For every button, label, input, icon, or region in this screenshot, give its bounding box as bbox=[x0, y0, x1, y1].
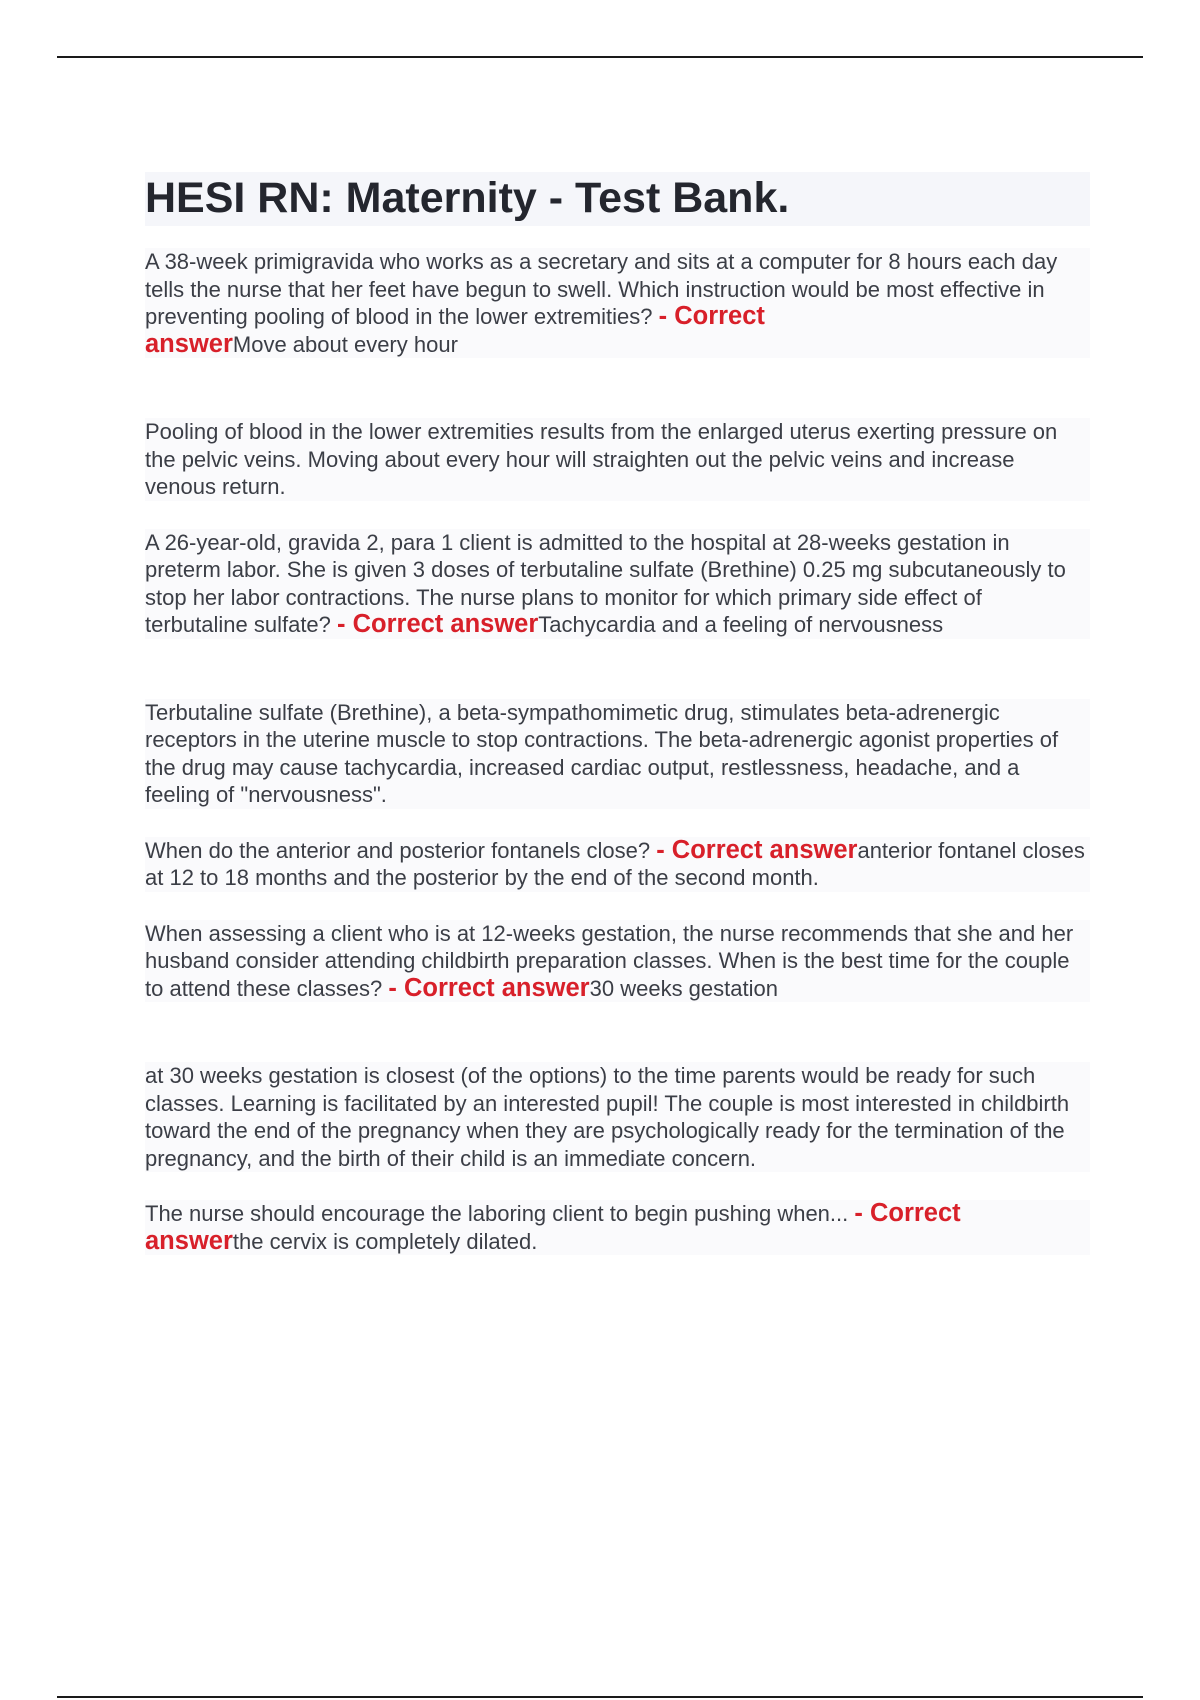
correct-answer-marker: - Correct answer bbox=[656, 835, 858, 864]
question-1 bbox=[145, 248, 1090, 358]
question-2 bbox=[145, 529, 1090, 639]
correct-answer-marker: - Correct bbox=[658, 302, 765, 330]
answer-text: Tachycardia and a feeling of nervousness bbox=[538, 612, 944, 637]
answer-text: 30 weeks gestation bbox=[589, 975, 778, 1001]
question-text: When assessing a client who is at 12-weeks gestation, the nurse recommends that she and her husband consider attending childbirth preparation classes. When is the best time for the couple to attend these classes? bbox=[145, 920, 1074, 1001]
correct-answer-marker-cont: answer bbox=[145, 1226, 233, 1255]
answer-text: Move about every hour bbox=[232, 331, 458, 357]
answer-text: anterior fontanel closes at 12 to 18 months and the posterior by the end of the second month. bbox=[145, 837, 1085, 890]
question-text: When do the anterior and posterior fontanels close? bbox=[145, 837, 657, 863]
answer-text: the cervix is completely dilated. bbox=[232, 1228, 538, 1254]
question-3 bbox=[145, 837, 1090, 892]
page-title: HESI RN: Maternity - Test Bank. bbox=[145, 172, 1090, 226]
rationale-2: Terbutaline sulfate (Brethine), a beta-sympathomimetic drug, stimulates beta-adrenergic receptors in the uterine muscle to stop contractions. The beta-adrenergic agonist properties of the drug may cause tachycardia, increased cardiac output, restlessness, headache, and a feeling of "nervousness". bbox=[145, 699, 1090, 809]
rationale-4: at 30 weeks gestation is closest (of the options) to the time parents would be ready for such classes. Learning is facilitated by an interested pupil! The couple is most interested in childbirth toward the end of the pregnancy when they are psychologically ready for the termination of the pregnancy, and the birth of their child is an immediate concern. bbox=[145, 1062, 1090, 1172]
question-text: A 26-year-old, gravida 2, para 1 client is admitted to the hospital at 28-weeks gestation in preterm labor. She is given 3 doses of terbutaline sulfate (Brethine) 0.25 mg subcutaneously to stop her labor contractions. The nurse plans to monitor for which primary side effect of terbutaline sulfate? bbox=[145, 529, 1066, 637]
question-text: The nurse should encourage the laboring client to begin pushing when... bbox=[145, 1201, 855, 1226]
correct-answer-marker: - Correct bbox=[854, 1199, 961, 1227]
question-5 bbox=[145, 1200, 1090, 1255]
rationale-1: Pooling of blood in the lower extremities results from the enlarged uterus exerting pressure on the pelvic veins. Moving about every hour will straighten out the pelvic veins and increase venous return. bbox=[145, 418, 1090, 501]
top-rule bbox=[57, 56, 1143, 58]
correct-answer-marker: - Correct answer bbox=[337, 610, 539, 638]
bottom-rule bbox=[57, 1696, 1143, 1698]
question-4 bbox=[145, 920, 1090, 1003]
document-body bbox=[145, 172, 1090, 1255]
correct-answer-marker-cont: answer bbox=[145, 329, 233, 358]
question-text: A 38-week primigravida who works as a secretary and sits at a computer for 8 hours each day tells the nurse that her feet have begun to swell. Which instruction would be most effective in preventing pooling of blood in the lower extremities? bbox=[145, 249, 1058, 329]
correct-answer-marker: - Correct answer bbox=[388, 973, 590, 1002]
